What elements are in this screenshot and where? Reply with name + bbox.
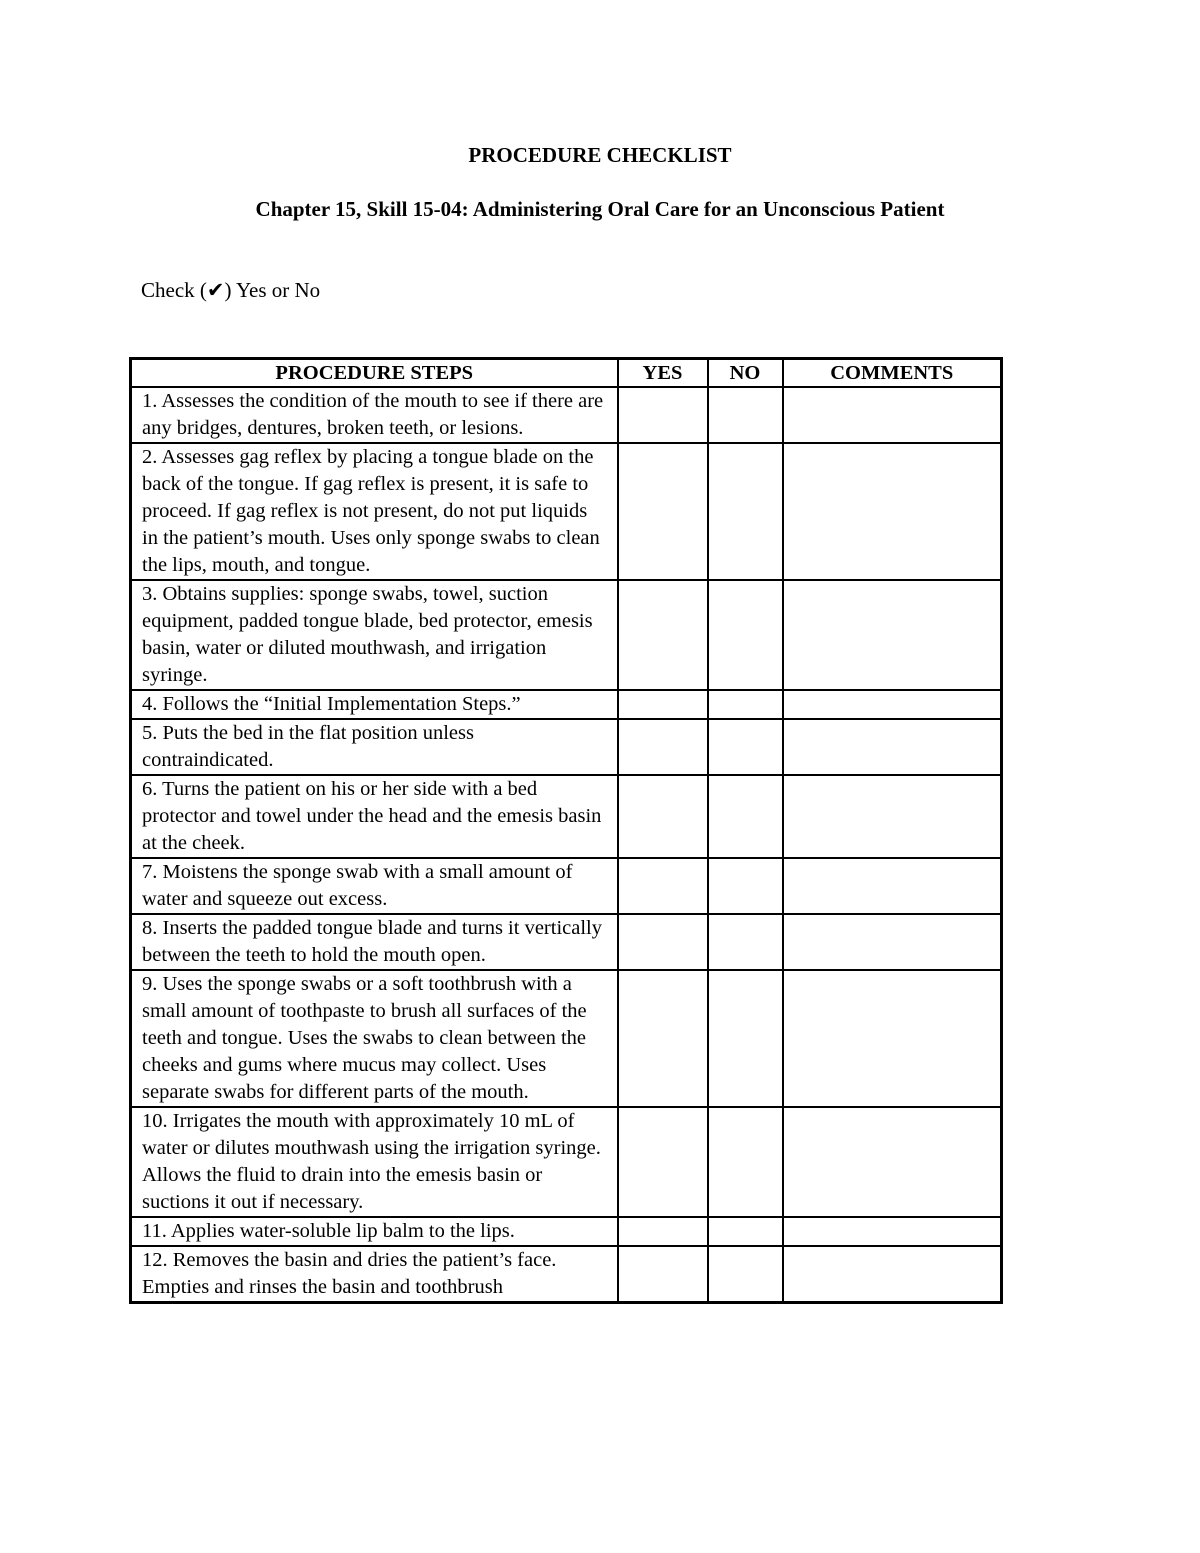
header-no: NO xyxy=(708,359,783,388)
comments-cell[interactable] xyxy=(783,858,1002,914)
no-check-cell[interactable] xyxy=(708,1246,783,1303)
no-check-cell[interactable] xyxy=(708,580,783,690)
comments-cell[interactable] xyxy=(783,1107,1002,1217)
yes-check-cell[interactable] xyxy=(618,775,708,858)
no-check-cell[interactable] xyxy=(708,690,783,719)
table-row xyxy=(131,1217,1002,1246)
yes-check-cell[interactable] xyxy=(618,914,708,970)
comments-cell[interactable] xyxy=(783,914,1002,970)
no-check-cell[interactable] xyxy=(708,775,783,858)
comments-cell[interactable] xyxy=(783,719,1002,775)
yes-check-cell[interactable] xyxy=(618,1246,708,1303)
table-row xyxy=(131,775,1002,858)
no-check-cell[interactable] xyxy=(708,914,783,970)
header-comments: COMMENTS xyxy=(783,359,1002,388)
table-row xyxy=(131,970,1002,1107)
step-cell: 10. Irrigates the mouth with approximately 10 mL of water or dilutes mouthwash using the irrigation syringe. Allows the fluid to drain into the emesis basin or suctions it out if necessary. xyxy=(131,1107,618,1217)
table-row xyxy=(131,443,1002,580)
table-row xyxy=(131,914,1002,970)
header-yes: YES xyxy=(618,359,708,388)
comments-cell[interactable] xyxy=(783,970,1002,1107)
yes-check-cell[interactable] xyxy=(618,858,708,914)
table-row xyxy=(131,1107,1002,1217)
no-check-cell[interactable] xyxy=(708,858,783,914)
comments-cell[interactable] xyxy=(783,387,1002,443)
no-check-cell[interactable] xyxy=(708,443,783,580)
step-cell: 3. Obtains supplies: sponge swabs, towel, suction equipment, padded tongue blade, bed protector, emesis basin, water or diluted mouthwash, and irrigation syringe. xyxy=(131,580,618,690)
step-cell: 9. Uses the sponge swabs or a soft toothbrush with a small amount of toothpaste to brush all surfaces of the teeth and tongue. Uses the swabs to clean between the cheeks and gums where mucus may collect. Uses separate swabs for different parts of the mouth. xyxy=(131,970,618,1107)
yes-check-cell[interactable] xyxy=(618,719,708,775)
step-cell: 7. Moistens the sponge swab with a small amount of water and squeeze out excess. xyxy=(131,858,618,914)
comments-cell[interactable] xyxy=(783,775,1002,858)
yes-check-cell[interactable] xyxy=(618,580,708,690)
procedure-checklist-table xyxy=(129,357,1003,1304)
table-row xyxy=(131,719,1002,775)
no-check-cell[interactable] xyxy=(708,1107,783,1217)
page-title: PROCEDURE CHECKLIST xyxy=(468,143,732,167)
step-cell: 4. Follows the “Initial Implementation Steps.” xyxy=(131,690,618,719)
comments-cell[interactable] xyxy=(783,580,1002,690)
table-header-row xyxy=(131,359,1002,388)
no-check-cell[interactable] xyxy=(708,719,783,775)
yes-check-cell[interactable] xyxy=(618,387,708,443)
yes-check-cell[interactable] xyxy=(618,1217,708,1246)
step-cell: 8. Inserts the padded tongue blade and turns it vertically between the teeth to hold the mouth open. xyxy=(131,914,618,970)
table-row xyxy=(131,690,1002,719)
step-cell: 2. Assesses gag reflex by placing a tongue blade on the back of the tongue. If gag reflex is present, it is safe to proceed. If gag reflex is not present, do not put liquids in the patient’s mouth. Uses only sponge swabs to clean the lips, mouth, and tongue. xyxy=(131,443,618,580)
comments-cell[interactable] xyxy=(783,1246,1002,1303)
comments-cell[interactable] xyxy=(783,1217,1002,1246)
no-check-cell[interactable] xyxy=(708,387,783,443)
step-cell: 5. Puts the bed in the flat position unless contraindicated. xyxy=(131,719,618,775)
table-row xyxy=(131,580,1002,690)
step-cell: 6. Turns the patient on his or her side with a bed protector and towel under the head and the emesis basin at the cheek. xyxy=(131,775,618,858)
table-row xyxy=(131,1246,1002,1303)
yes-check-cell[interactable] xyxy=(618,690,708,719)
comments-cell[interactable] xyxy=(783,690,1002,719)
yes-check-cell[interactable] xyxy=(618,970,708,1107)
header-procedure-steps: PROCEDURE STEPS xyxy=(131,359,618,388)
table-row xyxy=(131,858,1002,914)
step-cell: 12. Removes the basin and dries the patient’s face. Empties and rinses the basin and toothbrush xyxy=(131,1246,618,1303)
no-check-cell[interactable] xyxy=(708,970,783,1107)
yes-check-cell[interactable] xyxy=(618,1107,708,1217)
no-check-cell[interactable] xyxy=(708,1217,783,1246)
page-subtitle: Chapter 15, Skill 15-04: Administering Oral Care for an Unconscious Patient xyxy=(255,197,945,221)
check-instruction: Check (✔) Yes or No xyxy=(141,278,321,302)
step-cell: 11. Applies water-soluble lip balm to the lips. xyxy=(131,1217,618,1246)
table-row xyxy=(131,387,1002,443)
comments-cell[interactable] xyxy=(783,443,1002,580)
step-cell: 1. Assesses the condition of the mouth to see if there are any bridges, dentures, broken teeth, or lesions. xyxy=(131,387,618,443)
yes-check-cell[interactable] xyxy=(618,443,708,580)
